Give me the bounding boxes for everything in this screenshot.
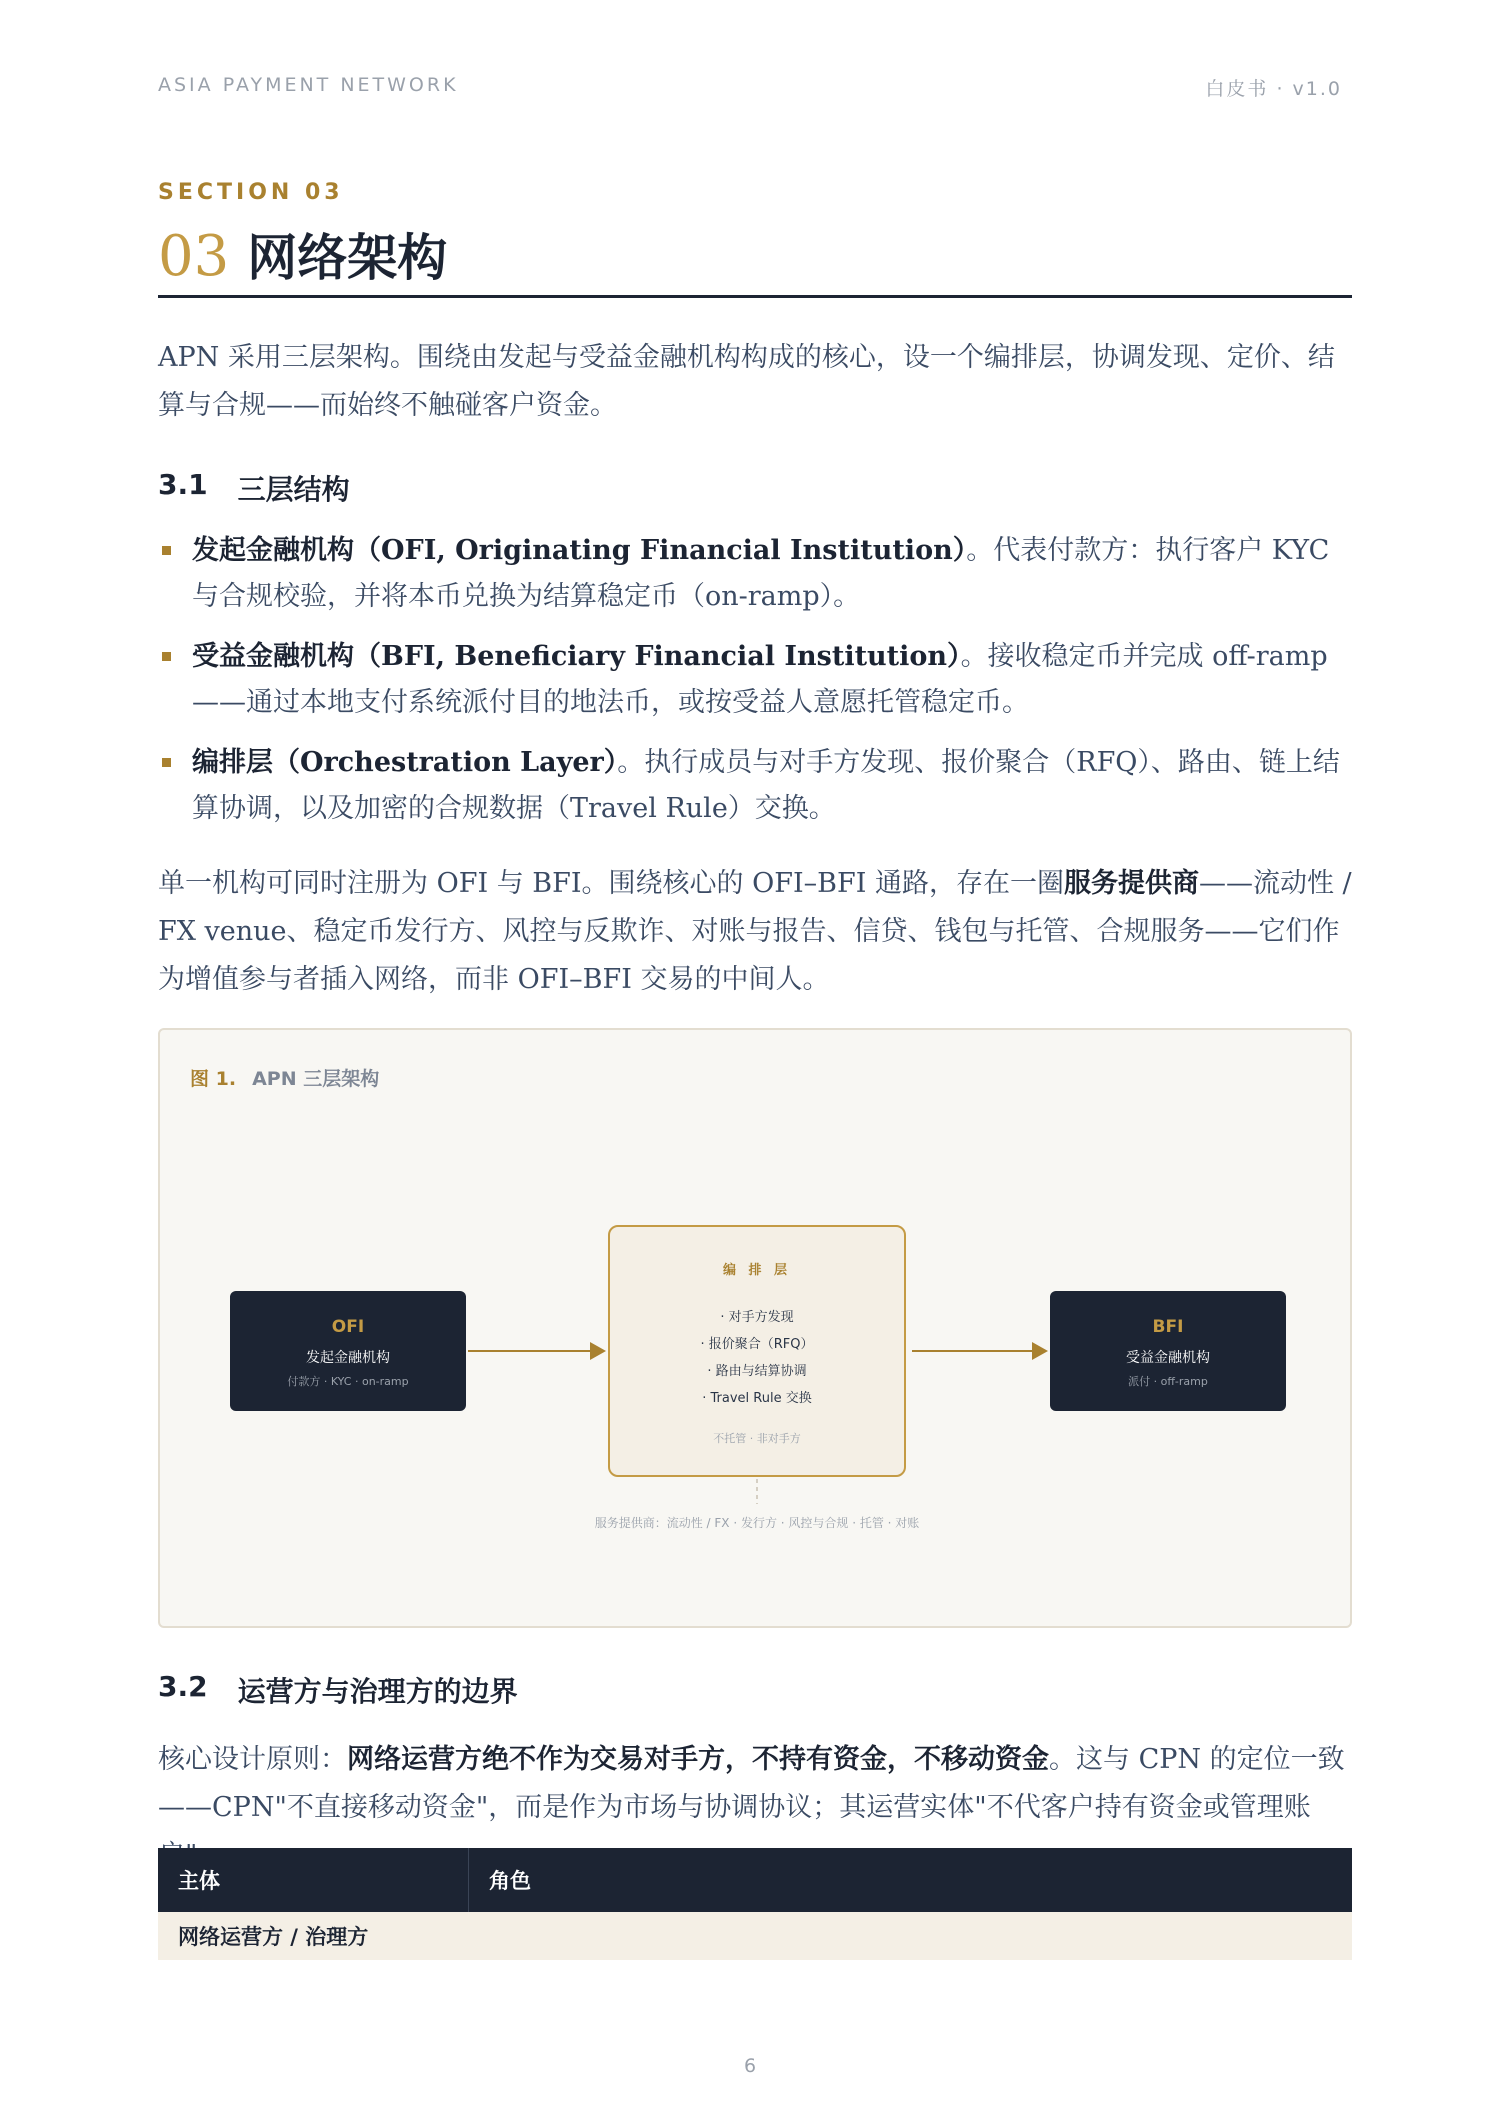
heading-divider xyxy=(158,295,1352,298)
section-heading xyxy=(158,218,447,288)
para-text: ——流动性 / FX venue、稳定币发行方、风控与反欺诈、对账与报告、信贷、钱包与托管、合规服务——它们作为增值参与者插入网络，而非 OFI–BFI 交易的中间人。 xyxy=(158,868,1352,995)
subsection-heading-3-2 xyxy=(158,1670,518,1710)
node-subtitle: 发起金融机构 xyxy=(306,1350,390,1366)
bullet-term: 发起金融机构（OFI, Originating Financial Institution） xyxy=(192,535,967,566)
arrowhead-ofi xyxy=(590,1342,606,1360)
subsection-number: 3.2 xyxy=(158,1670,208,1703)
para-text: 。这与 CPN 的定位一致——CPN"不直接移动资金"，而是作为市场与协调协议；其运营实体"不代客户持有资金或管理账 xyxy=(158,1744,1345,1823)
header-doc-version: 白皮书 · v1.0 xyxy=(1205,78,1342,100)
orchestration-item: · 路由与结算协调 xyxy=(707,1364,807,1379)
page-number: 6 xyxy=(743,2055,757,2077)
node-title: BFI xyxy=(1152,1317,1184,1337)
intro-paragraph: APN 采用三层架构。围绕由发起与受益金融机构构成的核心，设一个编排层，协调发现、定价、结算与合规——而始终不触碰客户资金。 xyxy=(158,342,1335,421)
figure-label: 图 1. xyxy=(190,1068,237,1090)
column-header-role: 角色 xyxy=(489,1869,531,1893)
table-row: 网络运营方 / 治理方 xyxy=(158,1912,1352,1960)
section-number: 03 xyxy=(158,224,230,289)
page-header xyxy=(158,74,1342,104)
node-title: OFI xyxy=(331,1317,365,1337)
bullet-marker xyxy=(162,758,171,767)
section-title: 网络架构 xyxy=(247,229,448,287)
node-title: 编 排 层 xyxy=(722,1263,792,1278)
providers-paragraph xyxy=(158,860,1352,1004)
node-bfi xyxy=(1050,1291,1286,1411)
figure-architecture xyxy=(158,1028,1352,1628)
subsection-title: 运营方与治理方的边界 xyxy=(237,1675,518,1708)
figure-title: APN 三层架构 xyxy=(252,1068,380,1090)
roles-table xyxy=(158,1848,1352,1960)
node-orchestration xyxy=(608,1225,906,1477)
node-footer: 不托管 · 非对手方 xyxy=(713,1432,801,1445)
orchestration-item: · 报价聚合（RFQ） xyxy=(700,1337,814,1352)
bullet-text: 。代表付款方：执行客户 KYC 与合规校验，并将本币兑换为结算稳定币（on-ramp）。 xyxy=(192,535,1330,612)
node-ofi xyxy=(230,1291,466,1411)
section-eyebrow: SECTION 03 xyxy=(158,180,344,205)
bullet-term: 编排层（Orchestration Layer） xyxy=(192,747,618,778)
para-bold: 网络运营方绝不作为交易对手方，不持有资金，不移动资金 xyxy=(347,1744,1049,1775)
node-meta: 派付 · off-ramp xyxy=(1128,1375,1208,1388)
header-brand: ASIA PAYMENT NETWORK xyxy=(158,74,459,96)
bullet-marker xyxy=(162,652,171,661)
bullet-orchestration xyxy=(158,740,1352,832)
bullet-ofi xyxy=(158,528,1352,620)
node-subtitle: 受益金融机构 xyxy=(1126,1350,1210,1366)
subsection-heading-3-1 xyxy=(158,468,350,508)
para-text: 单一机构可同时注册为 OFI 与 BFI。围绕核心的 OFI–BFI 通路，存在一圈 xyxy=(158,868,1064,899)
subsection-title: 三层结构 xyxy=(237,473,350,506)
para-text: 核心设计原则： xyxy=(158,1744,347,1775)
orchestration-list xyxy=(610,1304,904,1412)
orchestration-item: · Travel Rule 交换 xyxy=(702,1391,812,1406)
bullet-text: 。执行成员与对手方发现、报价聚合（RFQ）、路由、链上结算协调，以及加密的合规数据（Travel Rule）交换。 xyxy=(192,747,1340,824)
orchestration-item: · 对手方发现 xyxy=(720,1310,794,1325)
column-header-entity: 主体 xyxy=(158,1848,469,1912)
para-bold: 服务提供商 xyxy=(1063,868,1199,899)
bullet-bfi xyxy=(158,634,1352,726)
bullet-term: 受益金融机构（BFI, Beneficiary Financial Institution） xyxy=(192,641,961,672)
bullet-text: 。接收稳定币并完成 off-ramp——通过本地支付系统派付目的地法币，或按受益人意愿托管稳定币。 xyxy=(192,641,1328,718)
node-meta: 付款方 · KYC · on-ramp xyxy=(287,1375,409,1388)
bullet-marker xyxy=(162,546,171,555)
arrowhead-bfi xyxy=(1032,1342,1048,1360)
service-providers-note: 服务提供商：流动性 / FX · 发行方 · 风控与合规 · 托管 · 对账 xyxy=(594,1516,920,1530)
bullet-list xyxy=(158,528,1352,846)
table-header xyxy=(158,1848,1352,1912)
subsection-number: 3.1 xyxy=(158,468,208,501)
